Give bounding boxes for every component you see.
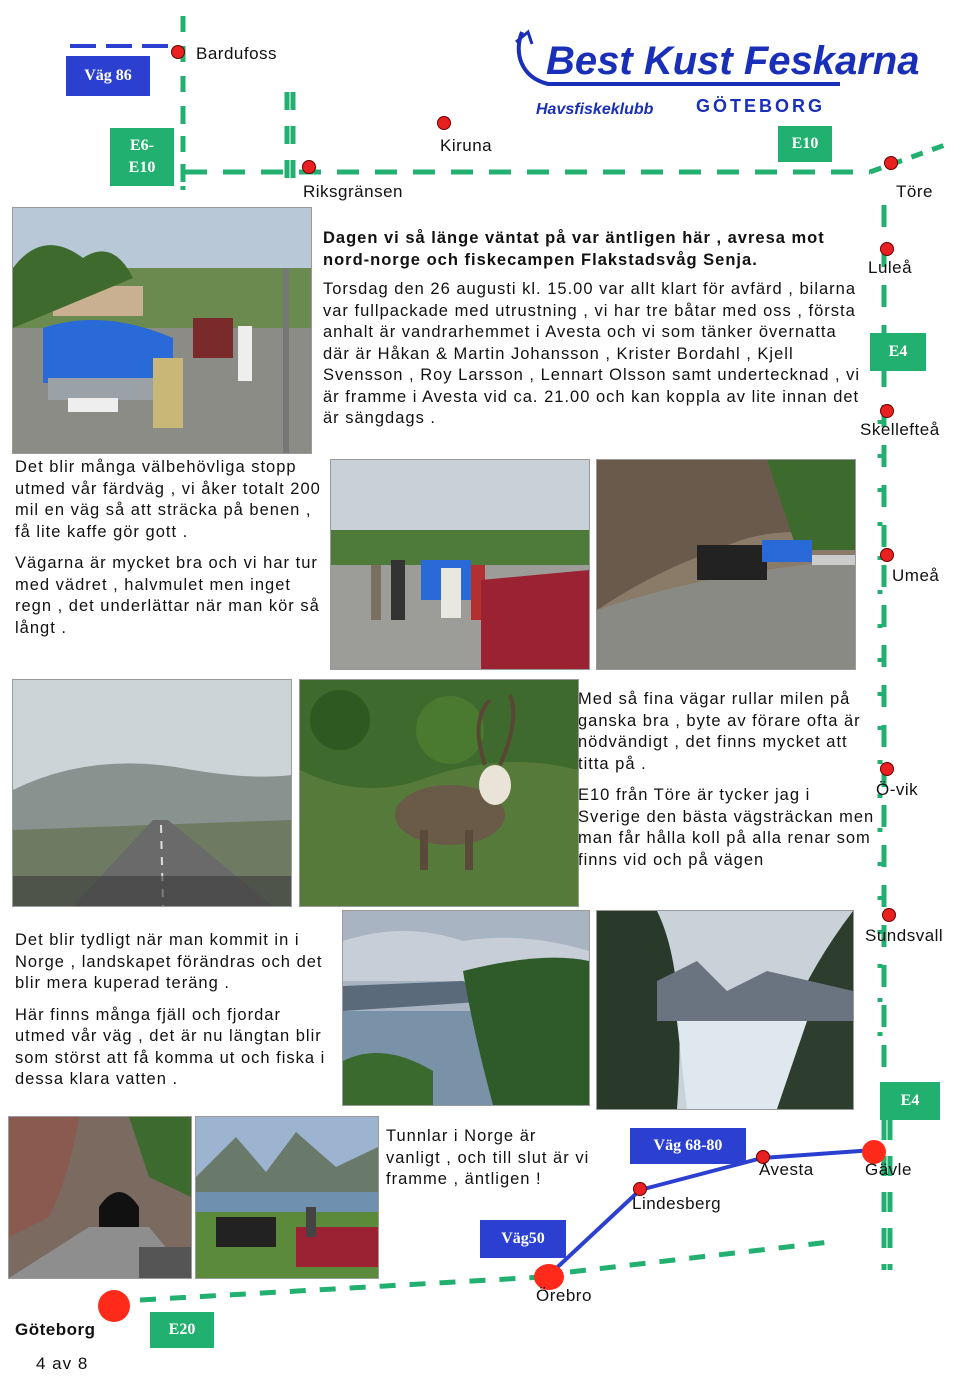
intro-heading: Dagen vi så länge väntat på var äntligen här , avresa mot nord-norge och fiskecampen Flakstadsvåg Senja. [323,229,825,269]
road-sign-vag68-80: Väg 68-80 [630,1128,746,1164]
place-riksgransen: Riksgränsen [303,182,403,201]
city-marker-ovik [880,762,894,776]
photo-fjord-left [342,910,590,1106]
photo-camp-parking [195,1116,379,1279]
city-marker-bardufoss [171,45,185,59]
road-sign-vag50: Väg50 [480,1220,566,1258]
paragraph-norway: Det blir tydligt när man kommit in i Norge , landskapet förändras och det blir mera kuperad teräng . [15,931,323,992]
photo-tunnel [8,1116,192,1279]
paragraph-stops: Det blir många välbehövliga stopp utmed vår färdväg , vi åker totalt 200 mil en väg så att sträcka på benen , få lite kaffe gör gott . [15,458,321,541]
intro-text [323,228,863,438]
photo-rest-stop [330,459,590,670]
logo-city: GÖTEBORG [696,96,826,116]
place-lulea: Luleå [868,258,913,277]
city-marker-sundsvall [882,908,896,922]
place-ovik: Ö-vik [876,780,919,799]
tunnels-text-block [386,1126,596,1199]
fine-roads-text-block [578,689,878,879]
place-lindesberg: Lindesberg [632,1194,722,1213]
paragraph-e10-tore: E10 från Töre är tycker jag i Sverige den bästa vägsträckan men man får hålla koll på alla renar som finns vid och på vägen [578,786,875,869]
place-kiruna: Kiruna [440,136,493,155]
road-sign-e4-lower: E4 [880,1082,940,1120]
paragraph-tunnels: Tunnlar i Norge är vanligt , och till slut är vi framme , äntligen ! [386,1127,590,1188]
place-orebro: Örebro [536,1286,592,1305]
road-sign-e10: E10 [778,126,832,162]
place-goteborg: Göteborg [15,1320,96,1339]
place-bardufoss: Bardufoss [196,44,278,63]
place-avesta: Avesta [759,1160,814,1179]
city-marker-riksgransen [302,160,316,174]
norway-text-block [15,930,327,1099]
place-gavle: Gävle [865,1160,912,1179]
paragraph-roads: Vägarna är mycket bra och vi har tur med vädret , halvmulet men inget regn , det underlättar när man kör så långt . [15,554,320,637]
stops-text-block [15,457,325,647]
road-sign-vag86: Väg 86 [66,56,150,96]
place-sundsvall: Sundsvall [865,926,944,945]
logo-tagline: Havsfiskeklubb [536,101,654,118]
photo-car-rock [596,459,856,670]
city-marker-goteborg [98,1290,130,1322]
photo-misty-road [12,679,292,907]
road-sign-e6-e10-line2: E10 [128,159,156,176]
photo-reindeer [299,679,579,907]
logo-name: Best Kust Feskarna [546,39,920,83]
photo-boat-trailer [12,207,312,454]
city-marker-umea [880,548,894,562]
road-sign-e6-e10 [110,128,174,186]
photo-fjord-right [596,910,854,1110]
club-logo [510,22,920,122]
city-marker-kiruna [437,116,451,130]
road-sign-e6-e10-line1: E6- [130,137,154,154]
paragraph-fine-roads: Med så fina vägar rullar milen på ganska bra , byte av förare ofta är nödvändigt , det finns mycket att titta på . [578,690,861,773]
city-marker-skelleftea [880,404,894,418]
road-sign-e20: E20 [150,1312,214,1348]
place-umea: Umeå [892,566,940,585]
place-skelleftea: Skellefteå [860,420,940,439]
place-tore: Töre [896,182,933,201]
city-marker-tore [884,156,898,170]
road-sign-e4-upper: E4 [870,333,926,371]
city-marker-lulea [880,242,894,256]
page-number: 4 av 8 [36,1354,89,1373]
paragraph-fjords: Här finns många fjäll och fjordar utmed vår väg , det är nu längtan blir som störst att få komma ut och fiska i dessa klara vatten . [15,1005,326,1088]
intro-body: Torsdag den 26 augusti kl. 15.00 var allt klart för avfärd , bilarna var fullpackade med utrustning , vi har tre båtar med oss , första anhalt är vandrarhemmet i Avesta och vi som tänker övernatta där är Håkan & Martin Johansson , Krister Bordahl , Kjell Svensson , Roy Larsson , Lennart Olsson samt undertecknad , vi är framme i Avesta vid ca. 21.00 och kan koppla av lite innan det är sängdags . [323,280,861,427]
